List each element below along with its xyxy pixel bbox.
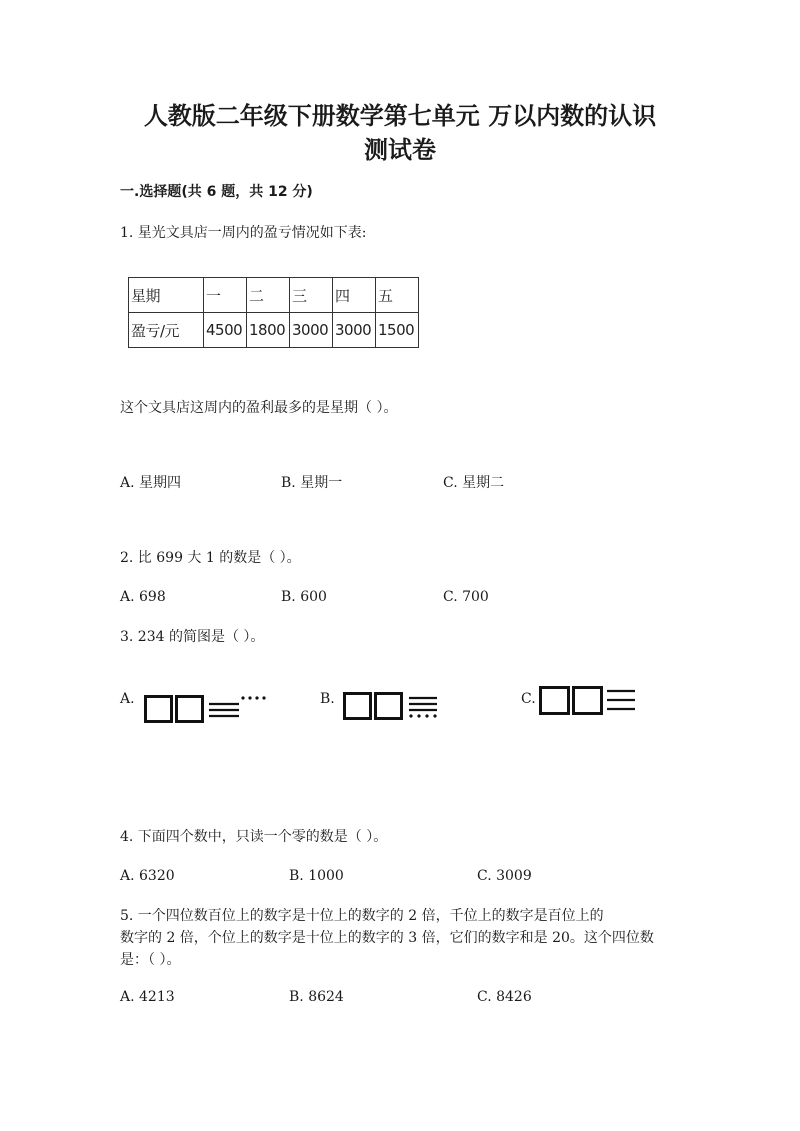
q5-option-b: B. 8624 (289, 989, 344, 1005)
table-cell: 3000 (333, 313, 376, 348)
table-cell: 3000 (290, 313, 333, 348)
q4-option-c: C. 3009 (477, 868, 532, 884)
question-5-stem-line-1: 5. 一个四位数百位上的数字是十位上的数字的 2 倍，千位上的数字是百位上的 (120, 908, 604, 924)
hundred-square-icon (574, 688, 602, 714)
table-cell: 五 (376, 278, 419, 313)
q3-option-c: C. (521, 691, 536, 707)
table-cell: 盈亏/元 (129, 313, 204, 348)
table-cell: 1500 (376, 313, 419, 348)
question-3-stem: 3. 234 的简图是（ ）。 (120, 629, 265, 645)
table-cell: 一 (204, 278, 247, 313)
table-row-amount (129, 313, 419, 348)
one-dot-icon (241, 696, 244, 699)
section-heading: 一.选择题(共 6 题，共 12 分) (120, 184, 313, 200)
q3-figure-c (539, 685, 639, 717)
one-dot-icon (255, 696, 258, 699)
q3-option-b: B. (320, 691, 335, 707)
table-cell: 二 (247, 278, 290, 313)
question-5-stem-line-2: 数字的 2 倍，个位上的数字是十位上的数字的 3 倍，它们的数字和是 20。这个四位数 (120, 930, 654, 946)
q2-option-b: B. 600 (281, 589, 327, 605)
hundred-square-icon (376, 694, 402, 719)
one-dot-icon (433, 714, 436, 717)
q5-option-a: A. 4213 (120, 989, 175, 1005)
q1-option-a: A. 星期四 (120, 475, 182, 491)
q3-figure-b (343, 691, 443, 721)
document-title-line-2: 测试卷 (364, 136, 436, 164)
question-1-prompt: 这个文具店这周内的盈利最多的是星期（ ）。 (120, 400, 398, 416)
question-1-stem: 1. 星光文具店一周内的盈亏情况如下表: (120, 225, 367, 241)
q3-figure-a (144, 694, 274, 724)
hundred-square-icon (146, 697, 172, 722)
table-cell: 1800 (247, 313, 290, 348)
q4-option-a: A. 6320 (120, 868, 175, 884)
q4-option-b: B. 1000 (289, 868, 344, 884)
table-row-weekday (129, 278, 419, 313)
one-dot-icon (425, 714, 428, 717)
q1-option-c: C. 星期二 (443, 475, 505, 491)
question-2-stem: 2. 比 699 大 1 的数是（ ）。 (120, 550, 301, 566)
hundred-square-icon (345, 694, 371, 719)
q5-option-c: C. 8426 (477, 989, 532, 1005)
one-dot-icon (409, 714, 412, 717)
one-dot-icon (248, 696, 251, 699)
table-cell: 四 (333, 278, 376, 313)
table-cell: 三 (290, 278, 333, 313)
document-title-line-1: 人教版二年级下册数学第七单元 万以内数的认识 (143, 102, 657, 130)
question-4-stem: 4. 下面四个数中，只读一个零的数是（ ）。 (120, 829, 388, 845)
table-cell: 星期 (129, 278, 204, 313)
hundred-square-icon (177, 697, 203, 722)
profit-loss-table (128, 277, 419, 348)
q1-option-b: B. 星期一 (281, 475, 343, 491)
q2-option-a: A. 698 (120, 589, 166, 605)
q2-option-c: C. 700 (443, 589, 489, 605)
hundred-square-icon (541, 688, 569, 714)
one-dot-icon (262, 696, 265, 699)
table-cell: 4500 (204, 313, 247, 348)
question-5-stem-line-3: 是：（ ）。 (120, 952, 181, 968)
q3-option-a: A. (120, 691, 135, 707)
one-dot-icon (417, 714, 420, 717)
